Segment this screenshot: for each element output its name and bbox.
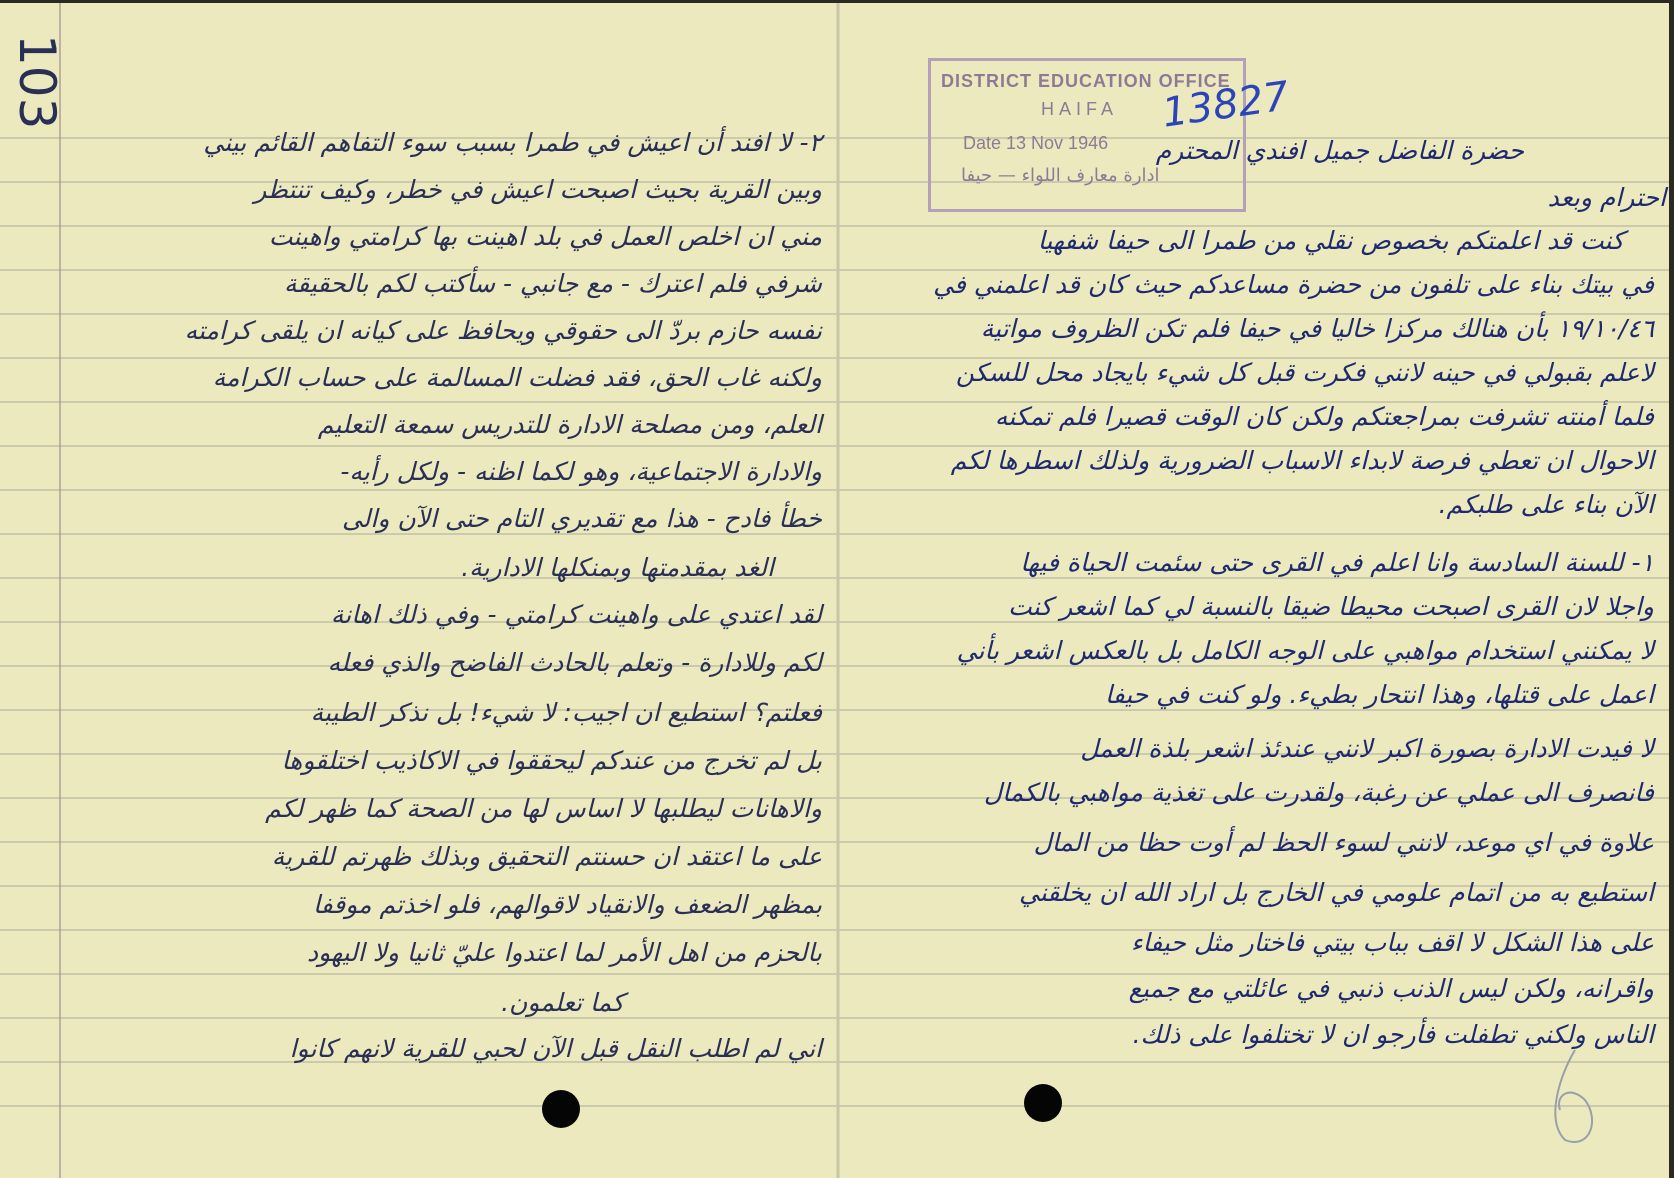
page-number: 103	[8, 34, 66, 130]
punch-hole-left	[542, 1090, 580, 1128]
handwritten-line: بمظهر الضعف والانقياد لاقوالهم، فلو اخذتم موقفا	[313, 890, 822, 919]
handwritten-line: الناس ولكني تطفلت فأرجو ان لا تختلفوا على ذلك.	[1132, 1020, 1654, 1049]
handwritten-line: علاوة في اي موعد، لانني لسوء الحظ لم أوت حظا من المال	[1033, 828, 1654, 857]
handwritten-line: على هذا الشكل لا اقف بباب بيتي فاختار مثل حيفاء	[1130, 928, 1654, 957]
handwritten-line: في بيتك بناء على تلفون من حضرة مساعدكم حيث كان قد اعلمني في	[933, 270, 1654, 299]
handwritten-line: اني لم اطلب النقل قبل الآن لحبي للقرية لانهم كانوا	[289, 1034, 822, 1063]
handwritten-line: بل لم تخرج من عندكم ليحققوا في الاكاذيب اختلقوها	[281, 746, 822, 775]
handwritten-line: مني ان اخلص العمل في بلد اهينت بها كرامتي واهينت	[268, 222, 822, 251]
handwritten-line: العلم، ومن مصلحة الادارة للتدريس سمعة التعليم	[317, 410, 822, 439]
handwritten-line: استطيع به من اتمام علومي في الخارج بل اراد الله ان يخلقني	[1018, 878, 1654, 907]
punch-hole-right	[1024, 1084, 1062, 1122]
handwritten-line: كما تعلمون.	[501, 988, 624, 1017]
stamp-arabic-line: ادارة معارف اللواء — حيفا	[961, 165, 1160, 186]
handwritten-line: الاحوال ان تعطي فرصة لابداء الاسباب الضرورية ولذلك اسطرها لكم	[950, 446, 1654, 475]
handwritten-line: واقرانه، ولكن ليس الذنب ذنبي في عائلتي مع جميع	[1128, 974, 1654, 1003]
handwritten-line: اعمل على قتلها، وهذا انتحار بطيء. ولو كنت في حيفا	[1104, 680, 1654, 709]
handwritten-line: والادارة الاجتماعية، وهو لكما اظنه - ولكل رأيه-	[340, 457, 822, 486]
stamp-line-2: HAIFA	[1041, 99, 1119, 119]
handwritten-line: واجلا لان القرى اصبحت محيطا ضيقا بالنسبة لي كما اشعر كنت	[1008, 592, 1654, 621]
handwritten-line: شرفي فلم اعترك - مع جانبي - سأكتب لكم بالحقيقة	[283, 269, 822, 298]
handwritten-line: كنت قد اعلمتكم بخصوص نقلي من طمرا الى حيفا شفهيا	[1037, 226, 1624, 255]
stamp-line-1: DISTRICT EDUCATION OFFICE	[941, 71, 1231, 91]
handwritten-line: على ما اعتقد ان حسنتم التحقيق وبذلك ظهرتم للقرية	[271, 842, 822, 871]
handwritten-line: ١٩/١٠/٤٦ بأن هنالك مركزا خاليا في حيفا فلم تكن الظروف مواتية	[980, 314, 1654, 343]
registry-number: 13827	[1159, 73, 1292, 137]
check-mark	[1555, 1050, 1592, 1142]
handwritten-line: لا يمكنني استخدام مواهبي على الوجه الكامل بل بالعكس اشعر بأني	[956, 636, 1654, 665]
handwritten-line: لا فيدت الادارة بصورة اكبر لانني عندئذ اشعر بلذة العمل	[1080, 734, 1654, 763]
education-office-stamp	[928, 58, 1246, 212]
handwritten-line: وبين القرية بحيث اصبحت اعيش في خطر، وكيف تنتظر	[254, 175, 822, 204]
handwritten-line: فانصرف الى عملي عن رغبة، ولقدرت على تغذية مواهبي بالكمال	[983, 778, 1654, 807]
handwritten-line: احترام وبعد	[1547, 183, 1666, 212]
handwritten-line: بالحزم من اهل الأمر لما اعتدوا عليّ ثانيا ولا اليهود	[307, 938, 822, 967]
handwritten-line: نفسه حازم بردّ الى حقوقي ويحافظ على كيانه ان يلقى كرامته	[184, 316, 822, 345]
handwritten-line: ١- للسنة السادسة وانا اعلم في القرى حتى سئمت الحياة فيها	[1020, 548, 1654, 577]
handwritten-line: فعلتم؟ استطيع ان اجيب: لا شيء! بل نذكر الطيبة	[310, 698, 822, 727]
handwritten-line: الآن بناء على طلبكم.	[1438, 490, 1654, 519]
handwritten-line: خطأ فادح - هذا مع تقديري التام حتى الآن والى	[341, 504, 822, 533]
handwritten-line: ولكنه غاب الحق، فقد فضلت المسالمة على حساب الكرامة	[212, 363, 822, 392]
stamp-date: Date 13 Nov 1946	[963, 133, 1109, 153]
handwritten-line: الغد بمقدمتها وبمنكلها الادارية.	[461, 553, 774, 582]
handwritten-line: حضرة الفاضل جميل افندي المحترم	[1155, 136, 1524, 165]
handwritten-line: لاعلم بقبولي في حينه لانني فكرت قبل كل شيء بايجاد محل للسكن	[955, 358, 1654, 387]
handwritten-line: لقد اعتدي على واهينت كرامتي - وفي ذلك اهانة	[330, 600, 822, 629]
handwritten-line: فلما أمنته تشرفت بمراجعتكم ولكن كان الوقت قصيرا فلم تمكنه	[994, 402, 1654, 431]
handwritten-line: ٢- لا افند أن اعيش في طمرا بسبب سوء التفاهم القائم بيني	[203, 128, 822, 157]
handwritten-line: والاهانات ليطلبها لا اساس لها من الصحة كما ظهر لكم	[265, 794, 822, 823]
handwritten-line: لكم وللادارة - وتعلم بالحادث الفاضح والذي فعله	[327, 648, 822, 677]
